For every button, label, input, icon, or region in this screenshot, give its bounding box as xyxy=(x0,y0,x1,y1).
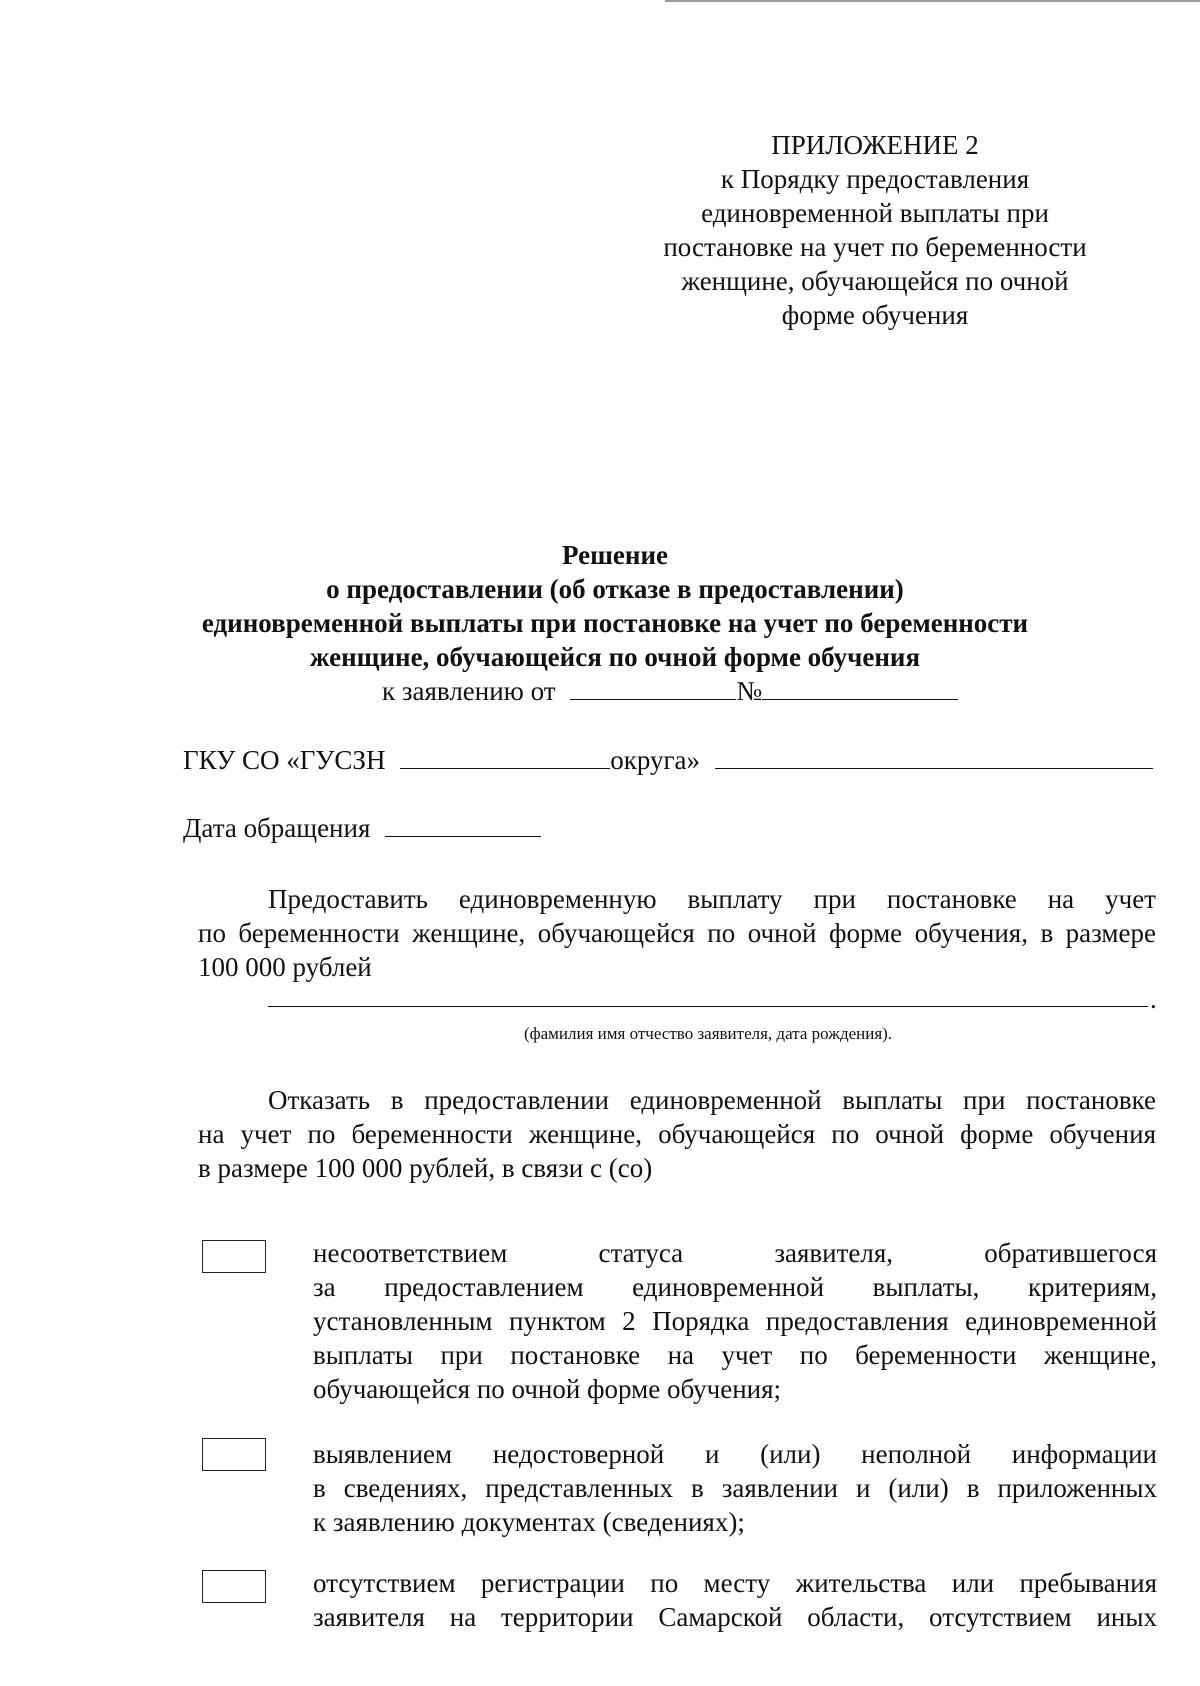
reason-line: выявлением недостоверной и (или) неполной информации xyxy=(313,1439,1157,1469)
reason-line: к заявлению документах (сведениях); xyxy=(313,1507,745,1537)
reason-status-text xyxy=(313,1236,1157,1406)
decision-subtitle-line: о предоставлении (об отказе в предоставлении) xyxy=(326,574,904,604)
number-sign: № xyxy=(736,676,763,706)
refuse-paragraph xyxy=(198,1083,1156,1185)
appendix-title: ПРИЛОЖЕНИЕ 2 xyxy=(771,130,979,160)
reason-line: обучающейся по очной форме обучения; xyxy=(313,1374,782,1404)
appendix-line: единовременной выплаты при xyxy=(701,198,1049,228)
decision-title xyxy=(150,538,1080,674)
application-reference xyxy=(382,673,958,708)
appendix-line: форме обучения xyxy=(781,300,969,330)
grant-line: по беременности женщине, обучающейся по очной форме обучения, в размере xyxy=(198,918,1156,948)
application-date-field[interactable] xyxy=(570,673,736,700)
application-number-field[interactable] xyxy=(762,673,958,700)
request-date-label: Дата обращения xyxy=(183,813,371,843)
refuse-line: на учет по беременности женщине, обучающейся по очной форме обучения xyxy=(198,1119,1156,1149)
reason-checkbox-no-registration[interactable] xyxy=(202,1570,266,1603)
district-field[interactable] xyxy=(400,742,610,769)
reason-line: отсутствием регистрации по месту жительства или пребывания xyxy=(313,1568,1157,1598)
district-suffix: округа» xyxy=(610,745,701,775)
request-date-field[interactable] xyxy=(385,810,541,837)
agency-name-field[interactable] xyxy=(715,742,1153,769)
agency-row xyxy=(183,742,1153,777)
reason-line: заявителя на территории Самарской области, отсутствием иных xyxy=(313,1602,1157,1632)
refuse-line: Отказать в предоставлении единовременной выплаты при постановке xyxy=(268,1085,1156,1115)
reason-inaccurate-info-text xyxy=(313,1437,1157,1539)
grant-paragraph xyxy=(198,882,1156,984)
reason-line: выплаты при постановке на учет по беременности женщине, xyxy=(313,1340,1157,1370)
appendix-line: постановке на учет по беременности xyxy=(663,232,1087,262)
reason-checkbox-status[interactable] xyxy=(202,1240,266,1273)
appendix-line: женщине, обучающейся по очной xyxy=(681,266,1069,296)
reason-no-registration-text xyxy=(313,1566,1157,1634)
applicant-line-end: . xyxy=(1150,984,1157,1014)
decision-subtitle-line: единовременной выплаты при постановке на учет по беременности xyxy=(201,608,1029,638)
reason-line: за предоставлением единовременной выплаты, критериям, xyxy=(313,1272,1157,1302)
request-date-row xyxy=(183,810,541,845)
applicant-name-caption: (фамилия имя отчество заявителя, дата рождения). xyxy=(523,1024,893,1043)
refuse-line: в размере 100 000 рублей, в связи с (со) xyxy=(198,1153,653,1183)
appendix-line: к Порядку предоставления xyxy=(720,164,1030,194)
decision-subtitle-line: женщине, обучающейся по очной форме обучения xyxy=(309,642,921,672)
reason-line: в сведениях, представленных в заявлении и (или) в приложенных xyxy=(313,1473,1157,1503)
application-reference-label: к заявлению от xyxy=(382,676,556,706)
reason-checkbox-inaccurate-info[interactable] xyxy=(202,1438,266,1471)
appendix-header xyxy=(640,128,1110,332)
reason-line: несоответствием статуса заявителя, обратившегося xyxy=(313,1238,1157,1268)
reason-line: установленным пунктом 2 Порядка предоставления единовременной xyxy=(313,1306,1157,1336)
decision-heading: Решение xyxy=(562,540,668,570)
agency-label: ГКУ СО «ГУСЗН xyxy=(183,745,386,775)
grant-line: 100 000 рублей xyxy=(198,952,372,982)
applicant-name-field[interactable] xyxy=(268,980,1148,1007)
grant-line: Предоставить единовременную выплату при постановке на учет xyxy=(268,884,1156,914)
top-edge-rule xyxy=(665,0,1200,2)
